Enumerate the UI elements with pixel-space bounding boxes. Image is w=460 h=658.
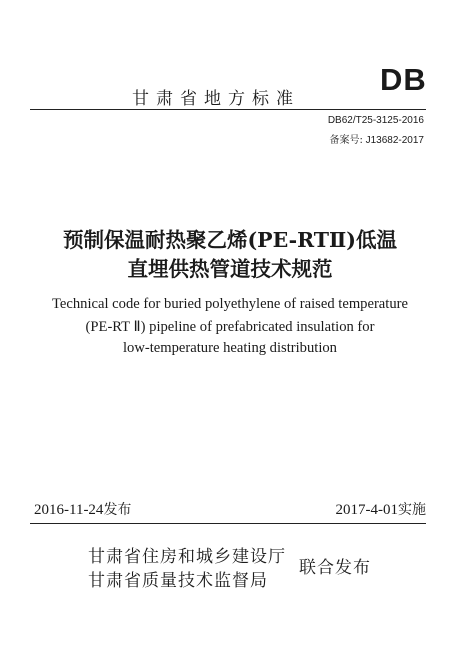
standard-type: 甘肃省地方标准 [132, 89, 300, 109]
implement-label: 实施 [398, 502, 426, 518]
record-label: 备案号: [329, 135, 363, 146]
title-en-line-3: low-temperature heating distribution [123, 340, 337, 356]
title-en-line-2: (PE-RT Ⅱ) pipeline of prefabricated insulation for [85, 319, 375, 335]
joint-issue-label: 联合发布 [299, 558, 371, 578]
record-number-line [329, 131, 424, 146]
issuer-line-1: 甘肃省住房和城乡建设厅 [88, 547, 286, 567]
title-en-line-1: Technical code for buried polyethylene of raised temperature [52, 296, 408, 312]
issue-date [34, 499, 131, 519]
record-number: J13682-2017 [365, 135, 424, 146]
title-cn-line-2: 直埋供热管道技术规范 [127, 257, 333, 281]
bottom-rule [30, 523, 426, 524]
issue-label: 发布 [103, 502, 132, 518]
issuer-line-2: 甘肃省质量技术监督局 [88, 571, 268, 591]
db-mark: DB [380, 62, 427, 97]
issue-date-value: 2016-11-24 [34, 502, 104, 518]
implement-date [336, 499, 427, 519]
standard-number: DB62/T25-3125-2016 [327, 115, 424, 126]
implement-date-value: 2017-4-01 [335, 502, 398, 518]
top-rule [30, 109, 426, 110]
title-cn-line-1: 预制保温耐热聚乙烯(PE-RTⅡ)低温 [62, 228, 398, 252]
